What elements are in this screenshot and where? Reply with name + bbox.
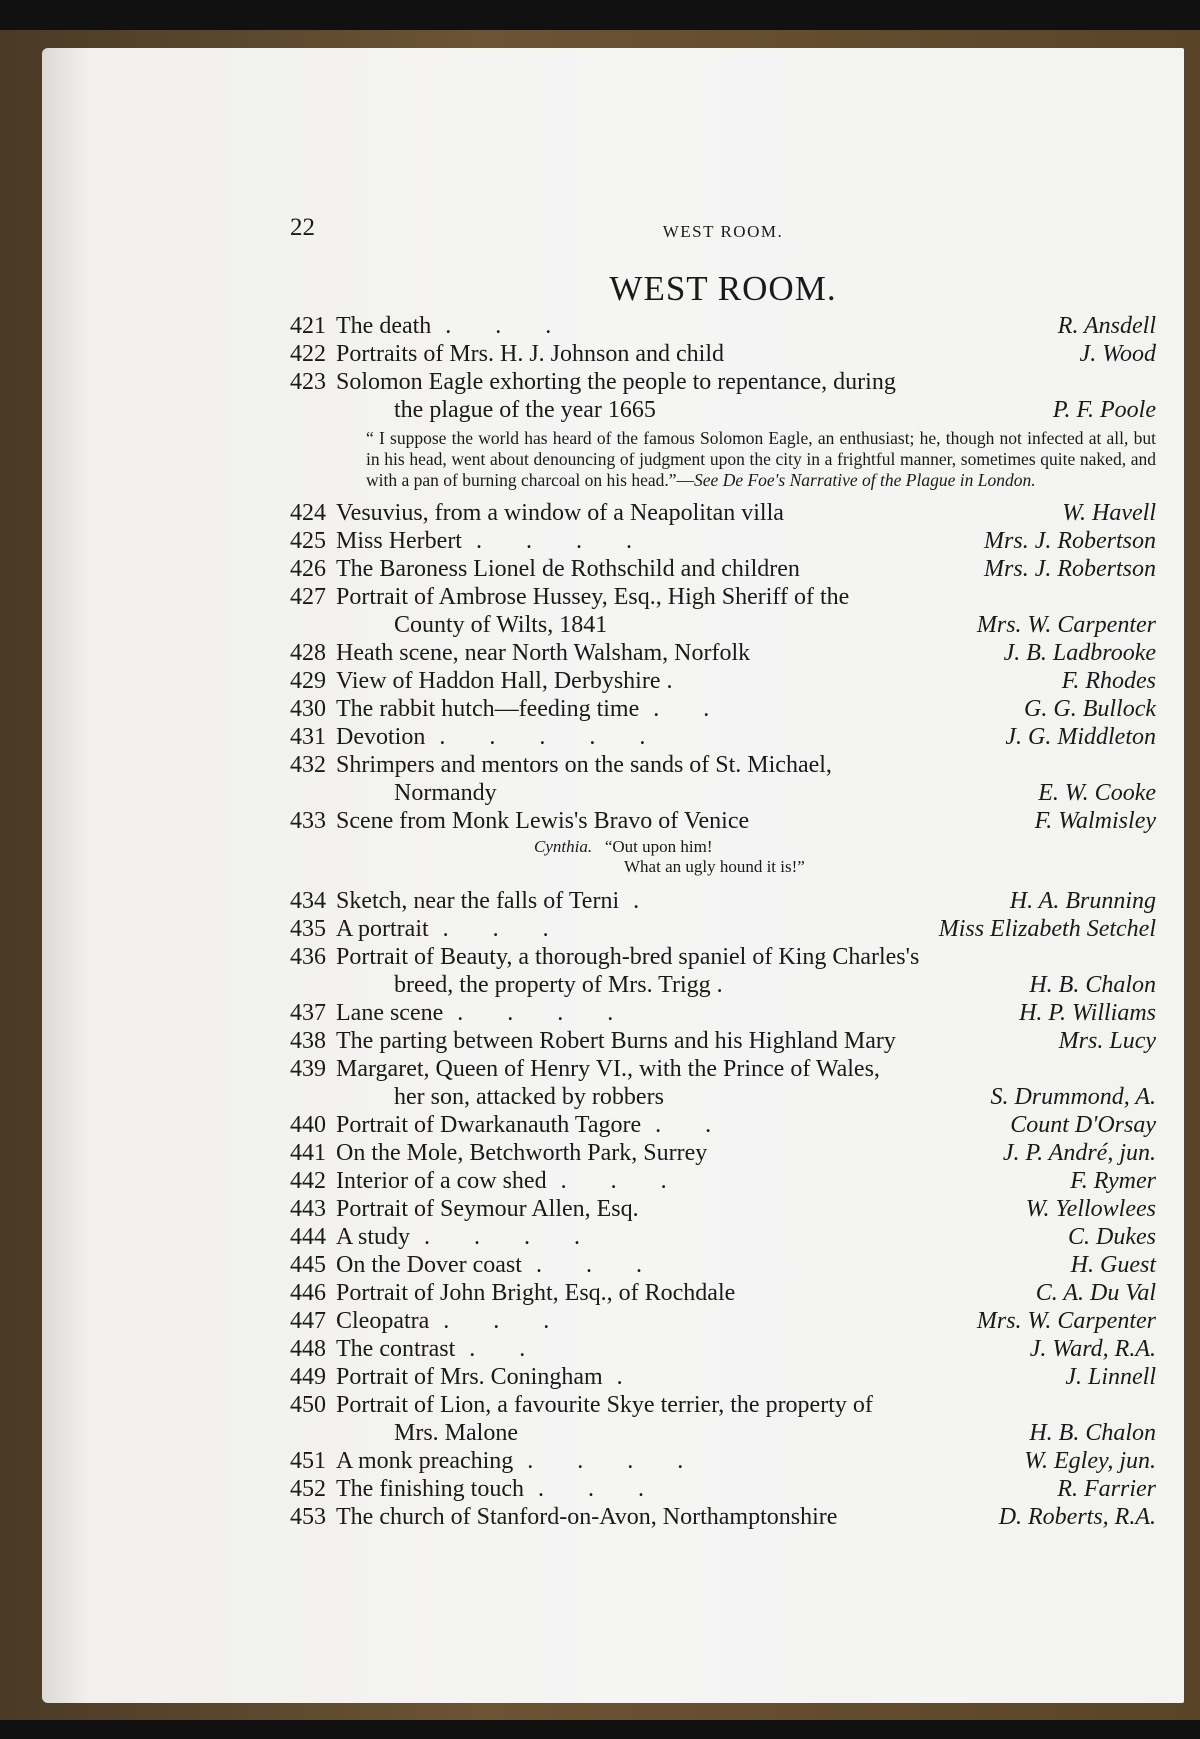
leader-dots: .. [653,696,754,722]
entry-number: 434 [290,888,326,914]
entry-number: 435 [290,916,326,942]
catalogue-entry [290,1251,1156,1279]
entry-title: Interior of a cow shed ... [336,1168,711,1194]
leader-dots: .. [469,1336,570,1362]
entry-number: 440 [290,1112,326,1138]
entry-title-continued: Mrs. Malone [394,1420,518,1446]
catalogue-list [290,312,1156,1531]
catalogue-entry [290,1391,1156,1419]
entry-artist: J. Ward, R.A. [1029,1336,1156,1362]
catalogue-entry [290,1055,1156,1083]
entry-title: Cleopatra ... [336,1308,594,1334]
entry-number: 439 [290,1056,326,1082]
verse-speaker: Cynthia. [534,837,593,856]
entry-title: The death ... [336,313,596,339]
catalogue-entry [290,639,1156,667]
leader-dots: . [633,888,684,914]
entry-title: Devotion ..... [336,724,690,750]
entry-artist: Mrs. W. Carpenter [976,612,1156,638]
verse-line-2: What an ugly hound it is!” [624,857,805,876]
entry-number: 437 [290,1000,326,1026]
entry-title: View of Haddon Hall, Derbyshire . [336,668,673,694]
entry-title: The rabbit hutch—feeding time .. [336,696,754,722]
catalogue-entry [290,667,1156,695]
catalogue-entry [290,1027,1156,1055]
entry-title: A study .... [336,1224,625,1250]
entry-number: 429 [290,668,326,694]
catalogue-entry [290,555,1156,583]
entry-number: 443 [290,1196,326,1222]
entry-artist: S. Drummond, A. [990,1084,1156,1110]
catalogue-entry [290,312,1156,340]
entry-title: A monk preaching .... [336,1448,728,1474]
entry-number: 453 [290,1504,326,1530]
quote-source: See De Foe's Narrative of the Plague in London. [694,470,1036,490]
catalogue-entry [290,751,1156,779]
entry-artist: R. Farrier [1057,1476,1156,1502]
entry-artist: G. G. Bullock [1024,696,1156,722]
entry-artist: Mrs. Lucy [1058,1028,1156,1054]
entry-title: The contrast .. [336,1336,570,1362]
entry-artist: H. A. Brunning [1009,888,1156,914]
entry-artist: J. B. Ladbrooke [1003,640,1156,666]
catalogue-entry [290,915,1156,943]
entry-artist: W. Egley, jun. [1024,1448,1156,1474]
entry-title: Solomon Eagle exhorting the people to repentance, during [336,369,896,395]
catalogue-entry [290,1475,1156,1503]
entry-artist: J. P. André, jun. [1002,1140,1156,1166]
catalogue-entry [290,807,1156,835]
catalogue-entry [290,340,1156,368]
entry-artist: D. Roberts, R.A. [998,1504,1156,1530]
verse-line-1 [290,837,1156,857]
catalogue-entry [290,1223,1156,1251]
page-content [290,200,1156,1531]
entry-artist: J. Wood [1079,341,1156,367]
entry-title: Portrait of Dwarkanauth Tagore .. [336,1112,756,1138]
entry-title-continued: the plague of the year 1665 [394,397,656,423]
entry-title: Margaret, Queen of Henry VI., with the Prince of Wales, [336,1056,880,1082]
entry-number: 431 [290,724,326,750]
catalogue-entry [290,583,1156,611]
entry-number: 424 [290,500,326,526]
entry-number: 449 [290,1364,326,1390]
catalogue-entry [290,1363,1156,1391]
entry-title: Portrait of Ambrose Hussey, Esq., High Sheriff of the [336,584,850,610]
entry-artist: C. A. Du Val [1035,1280,1156,1306]
entry-number: 422 [290,341,326,367]
entry-title: On the Dover coast ... [336,1252,686,1278]
leader-dots: ... [442,916,593,942]
entry-number: 444 [290,1224,326,1250]
entry-title: On the Mole, Betchworth Park, Surrey [336,1140,708,1166]
entry-title: The Baroness Lionel de Rothschild and children [336,556,800,582]
entry-title: Sketch, near the falls of Terni . [336,888,684,914]
leader-dots: .... [457,1000,658,1026]
catalogue-entry [290,1503,1156,1531]
leader-dots: ..... [439,724,690,750]
running-title: WEST ROOM. [662,222,784,241]
page-title: WEST ROOM. [609,269,837,308]
entry-number: 445 [290,1252,326,1278]
entry-number: 442 [290,1168,326,1194]
entry-number: 427 [290,584,326,610]
entry-artist: W. Yellowlees [1025,1196,1156,1222]
entry-number: 423 [290,369,326,395]
entry-artist: F. Walmisley [1034,808,1156,834]
entry-artist: J. Linnell [1065,1364,1156,1390]
entry-number: 450 [290,1392,326,1418]
entry-artist: H. B. Chalon [1029,1420,1156,1446]
leader-dots: ... [443,1308,594,1334]
entry-number: 430 [290,696,326,722]
entry-artist: Count D'Orsay [1010,1112,1156,1138]
catalogue-entry [290,1307,1156,1335]
entry-artist: Miss Elizabeth Setchel [938,916,1156,942]
catalogue-entry [290,368,1156,396]
entry-artist: H. B. Chalon [1029,972,1156,998]
catalogue-entry [290,527,1156,555]
entry-title-continued: County of Wilts, 1841 [394,612,608,638]
entry-title: Heath scene, near North Walsham, Norfolk [336,640,751,666]
catalogue-entry [290,1139,1156,1167]
entry-title: Shrimpers and mentors on the sands of St. Michael, [336,752,832,778]
entry-artist: W. Havell [1062,500,1156,526]
entry-title: Miss Herbert .... [336,528,676,554]
entry-title: Portrait of Mrs. Coningham . [336,1364,667,1390]
entry-artist: Mrs. J. Robertson [984,528,1156,554]
entry-number: 432 [290,752,326,778]
entry-title: Portrait of John Bright, Esq., of Rochdale [336,1280,736,1306]
leader-dots: ... [445,313,596,339]
catalogue-entry [290,943,1156,971]
quote-text: “ I suppose the world has heard of the famous Solomon Eagle, an enthusiast; he, though not infected at all, but in his head, went about denouncing of judgment upon the city in a frightful manner, sometimes quite naked, and with a pan of burning charcoal on his head.”— [366,428,1156,490]
catalogue-entry [290,1335,1156,1363]
catalogue-entry [290,1279,1156,1307]
book-page [42,48,1184,1703]
catalogue-entry-continuation [290,1419,1156,1447]
catalogue-entry [290,499,1156,527]
entry-number: 426 [290,556,326,582]
catalogue-entry [290,1167,1156,1195]
verse-line-1-text: “Out upon him! [604,837,713,856]
entry-artist: Mrs. J. Robertson [984,556,1156,582]
catalogue-entry-continuation [290,611,1156,639]
entry-number: 433 [290,808,326,834]
entry-artist: J. G. Middleton [1005,724,1156,750]
page-number: 22 [290,214,315,241]
entry-artist: H. Guest [1070,1252,1156,1278]
entry-artist: R. Ansdell [1057,313,1156,339]
quote-423 [366,428,1156,491]
entry-title: Vesuvius, from a window of a Neapolitan villa [336,500,784,526]
entry-title: The finishing touch ... [336,1476,688,1502]
catalogue-entry-continuation [290,779,1156,807]
entry-artist: F. Rhodes [1061,668,1156,694]
entry-title: Portrait of Lion, a favourite Skye terrier, the property of [336,1392,873,1418]
entry-title: Portraits of Mrs. H. J. Johnson and child [336,341,724,367]
leader-dots: .... [475,528,676,554]
entry-title-continued: her son, attacked by robbers [394,1084,664,1110]
page-header [290,200,1156,240]
catalogue-entry-continuation [290,1083,1156,1111]
entry-title: The parting between Robert Burns and his Highland Mary [336,1028,896,1054]
entry-number: 425 [290,528,326,554]
entry-number: 428 [290,640,326,666]
entry-number: 436 [290,944,326,970]
leader-dots: ... [535,1252,686,1278]
leader-dots: .... [527,1448,728,1474]
entry-title: The church of Stanford-on-Avon, Northamptonshire [336,1504,838,1530]
entry-number: 438 [290,1028,326,1054]
catalogue-entry [290,723,1156,751]
verse-433 [290,837,1156,877]
entry-number: 447 [290,1308,326,1334]
leader-dots: .. [655,1112,756,1138]
leader-dots: ... [560,1168,711,1194]
entry-title: Portrait of Seymour Allen, Esq. [336,1196,639,1222]
entry-artist: F. Rymer [1070,1168,1156,1194]
entry-title-continued: Normandy [394,780,497,806]
catalogue-entry [290,1195,1156,1223]
catalogue-entry-continuation [290,971,1156,999]
entry-number: 421 [290,313,326,339]
entry-artist: C. Dukes [1068,1224,1156,1250]
entry-title: Portrait of Beauty, a thorough-bred spaniel of King Charles's [336,944,920,970]
entry-number: 448 [290,1336,326,1362]
catalogue-entry [290,695,1156,723]
entry-artist: E. W. Cooke [1038,780,1156,806]
leader-dots: .... [424,1224,625,1250]
entry-number: 441 [290,1140,326,1166]
entry-number: 446 [290,1280,326,1306]
catalogue-entry-continuation [290,396,1156,424]
entry-title: A portrait ... [336,916,593,942]
catalogue-entry [290,1111,1156,1139]
leader-dots: ... [537,1476,688,1502]
leader-dots: . [616,1364,667,1390]
entry-artist: Mrs. W. Carpenter [976,1308,1156,1334]
catalogue-entry [290,1447,1156,1475]
entry-number: 451 [290,1448,326,1474]
entry-title-continued: breed, the property of Mrs. Trigg . [394,972,723,998]
entry-title: Lane scene .... [336,1000,658,1026]
entry-number: 452 [290,1476,326,1502]
catalogue-entry [290,887,1156,915]
entry-artist: H. P. Williams [1019,1000,1156,1026]
catalogue-entry [290,999,1156,1027]
entry-artist: P. F. Poole [1052,397,1156,423]
entry-title: Scene from Monk Lewis's Bravo of Venice [336,808,750,834]
